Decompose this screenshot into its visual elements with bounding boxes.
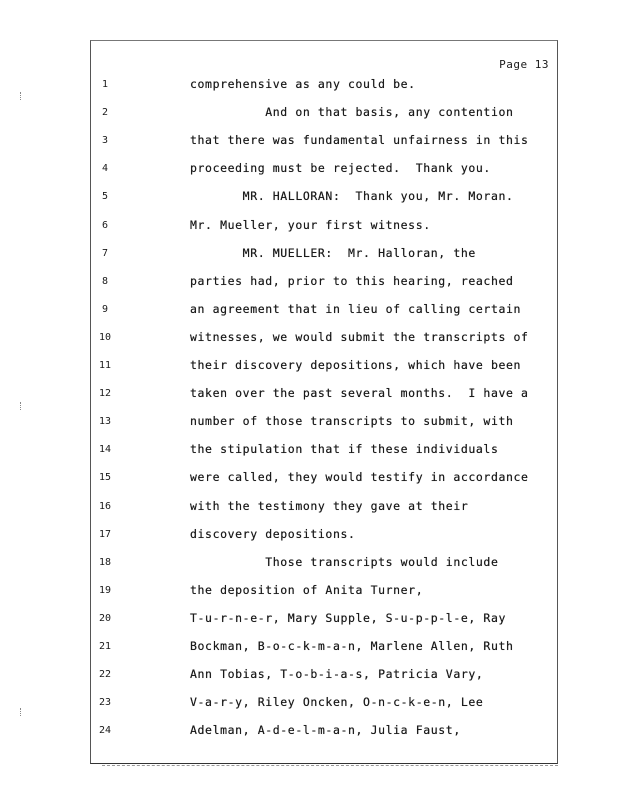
line-number: 11 bbox=[98, 360, 112, 371]
line-number: 10 bbox=[98, 332, 112, 343]
transcript-line-text: Adelman, A-d-e-l-m-a-n, Julia Faust, bbox=[190, 723, 461, 737]
line-number: 23 bbox=[98, 697, 112, 708]
transcript-line-text: proceeding must be rejected. Thank you. bbox=[190, 161, 491, 175]
line-number: 17 bbox=[98, 529, 112, 540]
transcript-line-text: And on that basis, any contention bbox=[190, 105, 514, 119]
line-number: 19 bbox=[98, 585, 112, 596]
line-number: 3 bbox=[101, 135, 109, 146]
line-number: 12 bbox=[98, 388, 112, 399]
transcript-line-text: taken over the past several months. I have a bbox=[190, 386, 529, 400]
line-number: 21 bbox=[98, 641, 112, 652]
page-number: Page 13 bbox=[499, 58, 549, 71]
line-number: 4 bbox=[101, 163, 109, 174]
transcript-line-text: their discovery depositions, which have been bbox=[190, 358, 522, 372]
line-number: 1 bbox=[101, 79, 109, 90]
transcript-line-text: V-a-r-y, Riley Oncken, O-n-c-k-e-n, Lee bbox=[190, 695, 484, 709]
line-number: 5 bbox=[101, 191, 109, 202]
transcript-line-text: discovery depositions. bbox=[190, 527, 356, 541]
transcript-line-text: T-u-r-n-e-r, Mary Supple, S-u-p-p-l-e, Ray bbox=[190, 611, 506, 625]
transcript-page bbox=[90, 40, 558, 764]
margin-mark bbox=[20, 92, 24, 100]
margin-mark bbox=[20, 402, 24, 410]
line-number: 13 bbox=[98, 416, 112, 427]
line-number: 14 bbox=[98, 444, 112, 455]
line-number: 16 bbox=[98, 501, 112, 512]
line-number: 22 bbox=[98, 669, 112, 680]
transcript-line-text: MR. HALLORAN: Thank you, Mr. Moran. bbox=[190, 189, 514, 203]
line-number: 6 bbox=[101, 220, 109, 231]
transcript-line-text: Those transcripts would include bbox=[190, 555, 499, 569]
line-number: 18 bbox=[98, 557, 112, 568]
transcript-line-text: number of those transcripts to submit, with bbox=[190, 414, 514, 428]
transcript-line-text: were called, they would testify in accordance bbox=[190, 470, 529, 484]
line-number: 24 bbox=[98, 725, 112, 736]
transcript-line-text: an agreement that in lieu of calling certain bbox=[190, 302, 522, 316]
transcript-line-text: MR. MUELLER: Mr. Halloran, the bbox=[190, 246, 476, 260]
line-number: 7 bbox=[101, 248, 109, 259]
transcript-line-text: Bockman, B-o-c-k-m-a-n, Marlene Allen, Ruth bbox=[190, 639, 514, 653]
transcript-line-text: the stipulation that if these individuals bbox=[190, 442, 499, 456]
line-number: 15 bbox=[98, 472, 112, 483]
line-number: 2 bbox=[101, 107, 109, 118]
line-number: 20 bbox=[98, 613, 112, 624]
transcript-line-text: parties had, prior to this hearing, reached bbox=[190, 274, 514, 288]
line-number: 8 bbox=[101, 276, 109, 287]
transcript-line-text: Ann Tobias, T-o-b-i-a-s, Patricia Vary, bbox=[190, 667, 484, 681]
transcript-line-text: with the testimony they gave at their bbox=[190, 499, 469, 513]
footer-rule bbox=[102, 765, 558, 768]
transcript-line-text: Mr. Mueller, your first witness. bbox=[190, 218, 431, 232]
transcript-line-text: the deposition of Anita Turner, bbox=[190, 583, 424, 597]
margin-mark bbox=[20, 708, 24, 716]
transcript-line-text: comprehensive as any could be. bbox=[190, 77, 416, 91]
line-number: 9 bbox=[101, 304, 109, 315]
transcript-line-text: witnesses, we would submit the transcripts of bbox=[190, 330, 529, 344]
transcript-line-text: that there was fundamental unfairness in this bbox=[190, 133, 529, 147]
